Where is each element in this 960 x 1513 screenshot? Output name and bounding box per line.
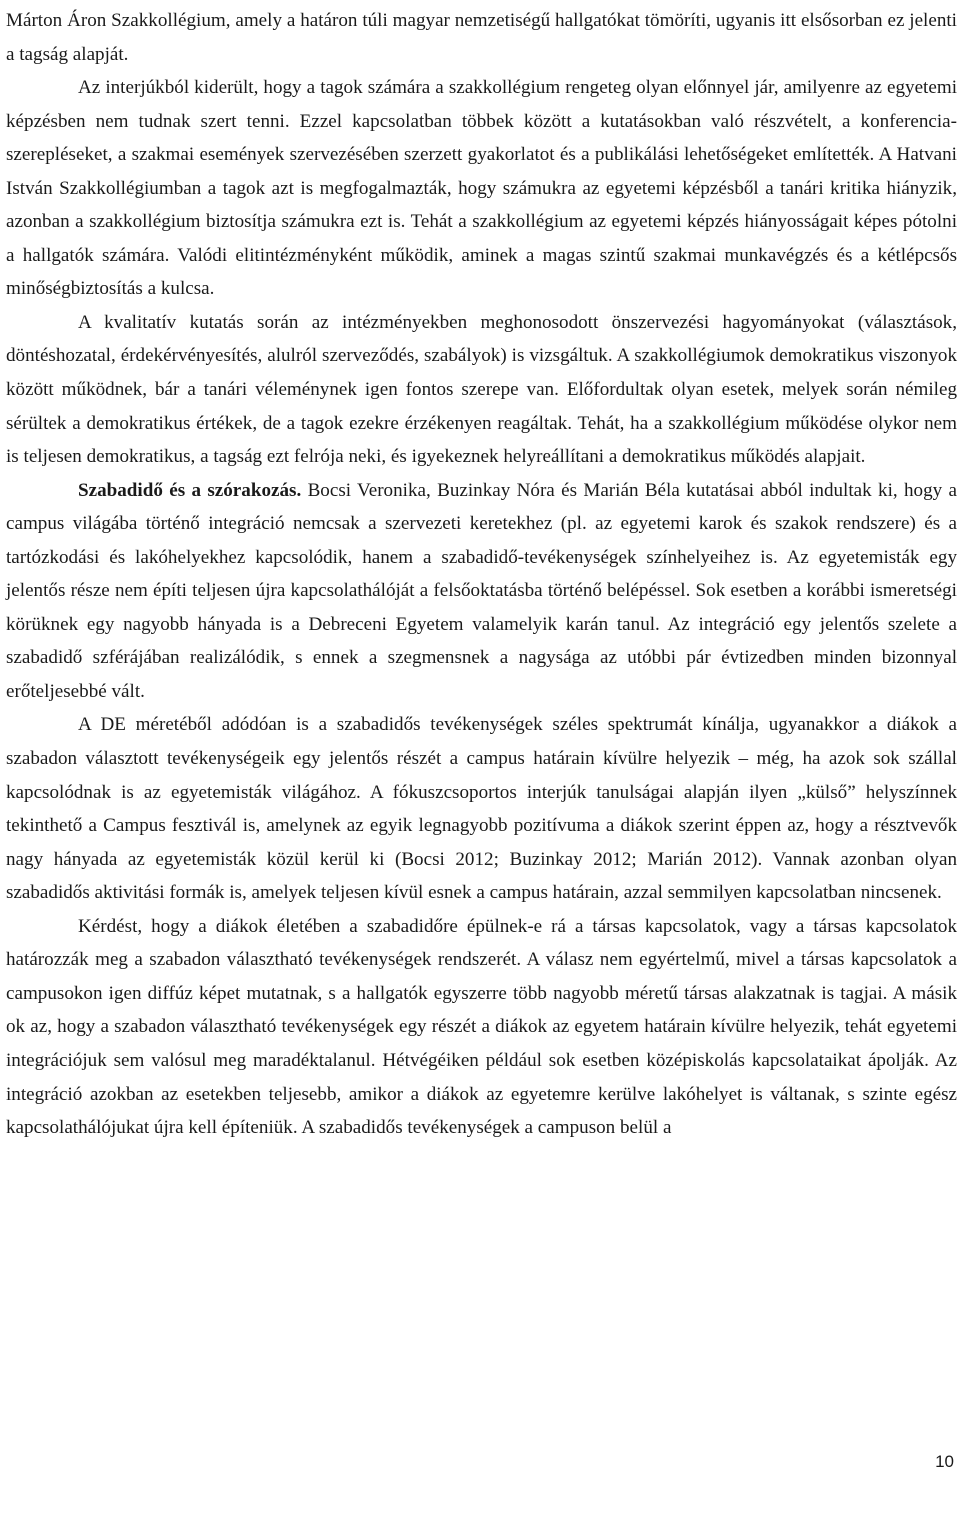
page-number: 10 [935,1452,954,1471]
paragraph-2 [6,71,957,306]
paragraph-4-text: Bocsi Veronika, Buzinkay Nóra és Marián Béla kutatásai abból indultak ki, hogy a campus világába történő integráció nemcsak a szervezeti keretekhez (pl. az egyetemi karok és szakok rendszere) és a tartózkodási és lakóhelyekhez kapcsolódik, hanem a szabadidő-tevékenységek színhelyeihez is. Az egyetemisták egy jelentős része nem építi teljesen újra kapcsolathálóját a felsőoktatásba történő belépéssel. Sok esetben a korábbi ismeretségi körüknek egy nagyobb hányada is a Debreceni Egyetem valamelyik karán tanul. Az integráció egy jelentős szelete a szabadidő szférájában realizálódik, s ennek a szegmensnek a nagysága az utóbbi pár évtizedben minden bizonnyal erőteljesebbé vált. [6,479,957,702]
paragraph-6-text: Kérdést, hogy a diákok életében a szabadidőre épülnek-e rá a társas kapcsolatok, vagy a társas kapcsolatok határozzák meg a szabadon választható tevékenységek rendszerét. A válasz nem egyértelmű, mivel a társas kapcsolatok a campusokon igen diffúz képet mutatnak, s a hallgatók egyszerre több nagyobb méretű társas alakzatnak is tagjai. A másik ok az, hogy a szabadon választható tevékenységek egy részét a diákok az egyetem határain kívülre helyezik, tehát egyetemi integrációjuk sem valósul meg maradéktalanul. Hétvégéiken például sok esetben középiskolás kapcsolataikat ápolják. Az integráció azokban az esetekben teljesebb, amikor a diákok az egyetemre kerülve lakóhelyet is váltanak, s szinte egész kapcsolathálójukat újra kell építeniük. A szabadidős tevékenységek a campuson belül a [6,915,957,1139]
paragraph-1-text: Márton Áron Szakkollégium, amely a határon túli magyar nemzetiségű hallgatókat tömöríti, ugyanis itt elsősorban ez jelenti a tagság alapját. [6,10,957,65]
section-heading-inline: Szabadidő és a szórakozás. [78,479,302,501]
paragraph-3-text: A kvalitatív kutatás során az intézményekben meghonosodott önszervezési hagyományokat (választások, döntéshozatal, érdekérvényesítés, alulról szerveződés, szabályok) is vizsgáltuk. A szakkollégiumok demokratikus viszonyok között működnek, bár a tanári véleménynek igen fontos szerepe van. Előfordultak olyan esetek, melyek során némileg sérültek a demokratikus értékek, de a tagok ezekre érzékenyen reagáltak. Tehát, ha a szakkollégium működése olykor nem is teljesen demokratikus, a tagság ezt felrója neki, és igyekeznek helyreállítani a demokratikus működés alapjait. [6,311,957,468]
paragraph-2-text: Az interjúkból kiderült, hogy a tagok számára a szakkollégium rengeteg olyan előnnyel jár, amilyenre az egyetemi képzésben nem tudnak szert tenni. Ezzel kapcsolatban többek között a kutatásokban való részvételt, a konferencia-szerepléseket, a szakmai események szervezésében szerzett gyakorlatot és a publikálási lehetőségeket említették. A Hatvani István Szakkollégiumban a tagok azt is megfogalmazták, hogy számukra az egyetemi képzésből a tanári kritika hiányzik, azonban a szakkollégium biztosítja számukra ezt is. Tehát a szakkollégium az egyetemi képzés hiányosságait képes pótolni a hallgatók számára. Valódi elitintézményként működik, aminek a magas szintű szakmai munkavégzés és a kétlépcsős minőségbiztosítás a kulcsa. [6,77,957,300]
paragraph-5-text: A DE méretéből adódóan is a szabadidős tevékenységek széles spektrumát kínálja, ugyanakkor a diákok a szabadon választott tevékenységeik egy jelentős részét a campus határain kívülre helyezik – még, ha azok sok szállal kapcsolódnak is az egyetemisták világához. A fókuszcsoportos interjúk tanulságai alapján ilyen „külső” helyszínnek tekinthető a Campus fesztivál is, amelynek az egyik legnagyobb pozitívuma a diákok szerint éppen az, hogy a résztvevők nagy hányada az egyetemisták közül kerül ki (Bocsi 2012; Buzinkay 2012; Marián 2012). Vannak azonban olyan szabadidős aktivitási formák is, amelyek teljesen kívül esnek a campus határain, azzal semmilyen kapcsolatban nincsenek. [6,714,957,904]
paragraph-5 [6,708,957,909]
paragraph-4 [6,474,957,709]
paragraph-3 [6,306,957,474]
paragraph-1 [6,4,957,71]
paragraph-6 [6,910,957,1145]
